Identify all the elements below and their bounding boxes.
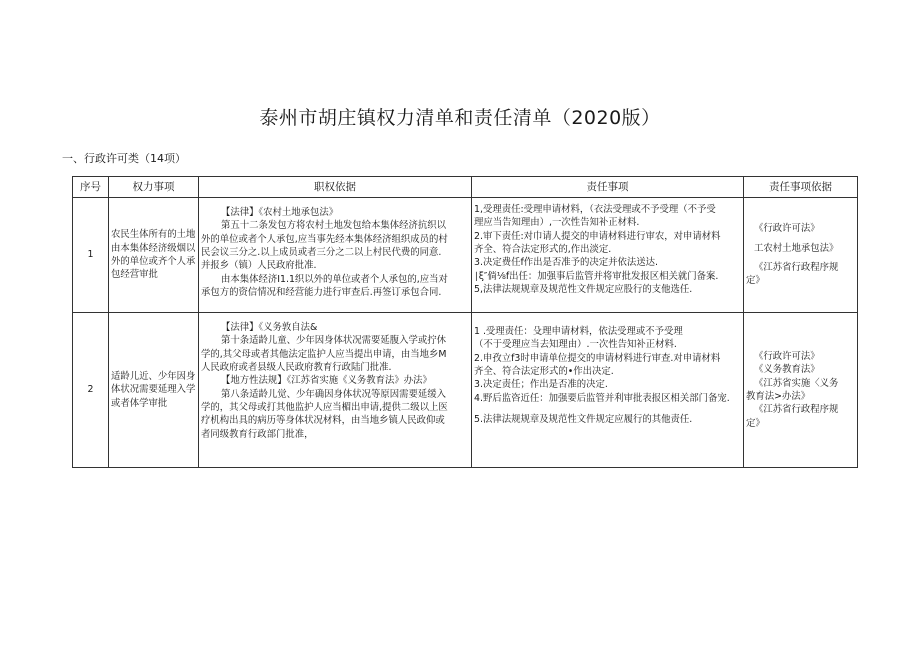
row-references bbox=[744, 313, 858, 468]
header-number: 序号 bbox=[73, 177, 109, 198]
responsibility-line: 5.法律法规规章及规范性文件规定应履行的其他责任. bbox=[474, 414, 693, 426]
reference-line: 《行政许可法》 bbox=[754, 350, 820, 362]
basis-line: 民会议三分之.以上成员或者三分之二以上村民代费的同意. bbox=[201, 247, 442, 259]
basis-line: 第八条适龄儿觉、少年确因身体状况等原因需要延缓入 bbox=[221, 388, 447, 400]
basis-line: 并报乡（镇）人民政府批准. bbox=[201, 260, 317, 272]
responsibility-line: 2.审下责任:对巾请人提交的申请材料进行审农，对申请材料 bbox=[474, 230, 721, 242]
responsibility-line: ∣ξ″倘⅛f出任：加强事后监管并将审批发报区相关就门备案. bbox=[474, 270, 719, 282]
power-list-table bbox=[72, 176, 858, 468]
row-power-item: 农民生体所有的土地由本集体经济级烟以外的单位或齐个人承包经营审批 bbox=[109, 198, 199, 313]
responsibility-line: 4.野后监咨近任：加强要后监管并利审批表报区相关部门备宠. bbox=[474, 392, 730, 404]
responsibility-line: 齐全、符合法定形式的•作出决定. bbox=[474, 366, 614, 378]
basis-line: 者同级教育行政部门批准， bbox=[201, 428, 314, 440]
header-power-item: 权力事项 bbox=[109, 177, 199, 198]
reference-line: 定》 bbox=[746, 417, 765, 429]
header-responsibility-basis: 责任事项依据 bbox=[744, 177, 858, 198]
header-responsibility: 责任事项 bbox=[472, 177, 744, 198]
document-title: 泰州市胡庄镇权力清单和责任清单（2020版） bbox=[259, 107, 661, 129]
basis-line: 人民政府或者县级人民政府教育行政陆门批准. bbox=[201, 362, 392, 374]
basis-line: 疗机构出具的病历等身体状况材料，由当地乡镇人民政仰或 bbox=[201, 415, 445, 427]
reference-line: 《义务教育法》 bbox=[754, 364, 820, 376]
responsibility-line: 齐全、符合法定形式的,作出淡定. bbox=[474, 244, 612, 256]
basis-line: 第十条适龄儿童、少年因身体状况需要延腹入学或拧休 bbox=[221, 335, 447, 347]
basis-line: 承包方的资信情况和经营能力进行审查后.再签订承包合同. bbox=[201, 287, 442, 299]
row-power-item: 适龄儿近、少年因身体状况需要延理入学或者体学审批 bbox=[109, 313, 199, 468]
responsibility-line: 2.申孜立f3时申请单位提交的申请材料进行审查.对申请材料 bbox=[474, 352, 721, 364]
basis-line: 学的,其父母或者其他法定监护人应当提出申请，由当地乡M bbox=[201, 348, 447, 360]
reference-line: 《江苏省行政程序规 bbox=[754, 262, 839, 273]
basis-line: 第五十二条发包方将农村土地发包给本集体经济抗织以 bbox=[221, 220, 447, 232]
responsibility-line: （不于受理应当去知理由）.一次性告知补正材料. bbox=[474, 339, 677, 351]
reference-line: 《江苏省行政程序规 bbox=[754, 404, 839, 416]
basis-line: 外的单位或者个人承包,应当事先经本集体经济组织成员的村 bbox=[201, 233, 448, 245]
responsibility-line: 理应当告知理由）,一次性告知补正材料. bbox=[474, 217, 640, 229]
section-heading: 一、行政许可类（14项） bbox=[62, 152, 186, 165]
reference-line: 定》 bbox=[746, 275, 765, 287]
basis-line: 【法律】《义务敦自法& bbox=[221, 322, 318, 333]
row-references bbox=[744, 198, 858, 313]
responsibility-line: 3.决定责任；作出是否准的决定. bbox=[474, 379, 608, 391]
row-authority-basis bbox=[199, 313, 472, 468]
reference-line: 《行政许可法》 bbox=[754, 223, 820, 235]
table-row bbox=[73, 198, 858, 313]
responsibility-line: 3.决定费任f作出是否准予的决定并依法送达. bbox=[474, 257, 658, 269]
row-number: 2 bbox=[73, 313, 109, 468]
table-row bbox=[73, 313, 858, 468]
responsibility-line: 1 .受理责任：殳理申请材料，依法受理或不予受理 bbox=[474, 326, 683, 337]
reference-line: 工农村土地承包法》 bbox=[754, 242, 839, 254]
row-responsibilities bbox=[472, 313, 744, 468]
row-number: 1 bbox=[73, 198, 109, 313]
reference-line: 教育法>办法》 bbox=[746, 391, 811, 402]
basis-line: 学的，其父母或打其他监护人应当楣出申请,提供二级以上医 bbox=[201, 402, 448, 414]
basis-line: 【地方性法规】《江苏省实施《义务教育法》办法》 bbox=[221, 375, 432, 387]
row-responsibilities bbox=[472, 198, 744, 313]
responsibility-line: 1,受理责任:受理申请材料，（衣法受理或不予受理（不予受 bbox=[474, 204, 716, 215]
header-authority-basis: 职权依据 bbox=[199, 177, 472, 198]
basis-line: 由本集体经济Ι1.1织以外的单位或者个人承包的,应当对 bbox=[221, 273, 448, 285]
basis-line: 【法律】《农村土地承包法》 bbox=[221, 207, 339, 218]
row-authority-basis bbox=[199, 198, 472, 313]
reference-line: 《江苏省实施〈义务 bbox=[754, 377, 839, 389]
table-header-row bbox=[73, 177, 858, 198]
responsibility-line: 5,法律法规规章及规范性文件规定应股行的支他选任. bbox=[474, 284, 693, 296]
